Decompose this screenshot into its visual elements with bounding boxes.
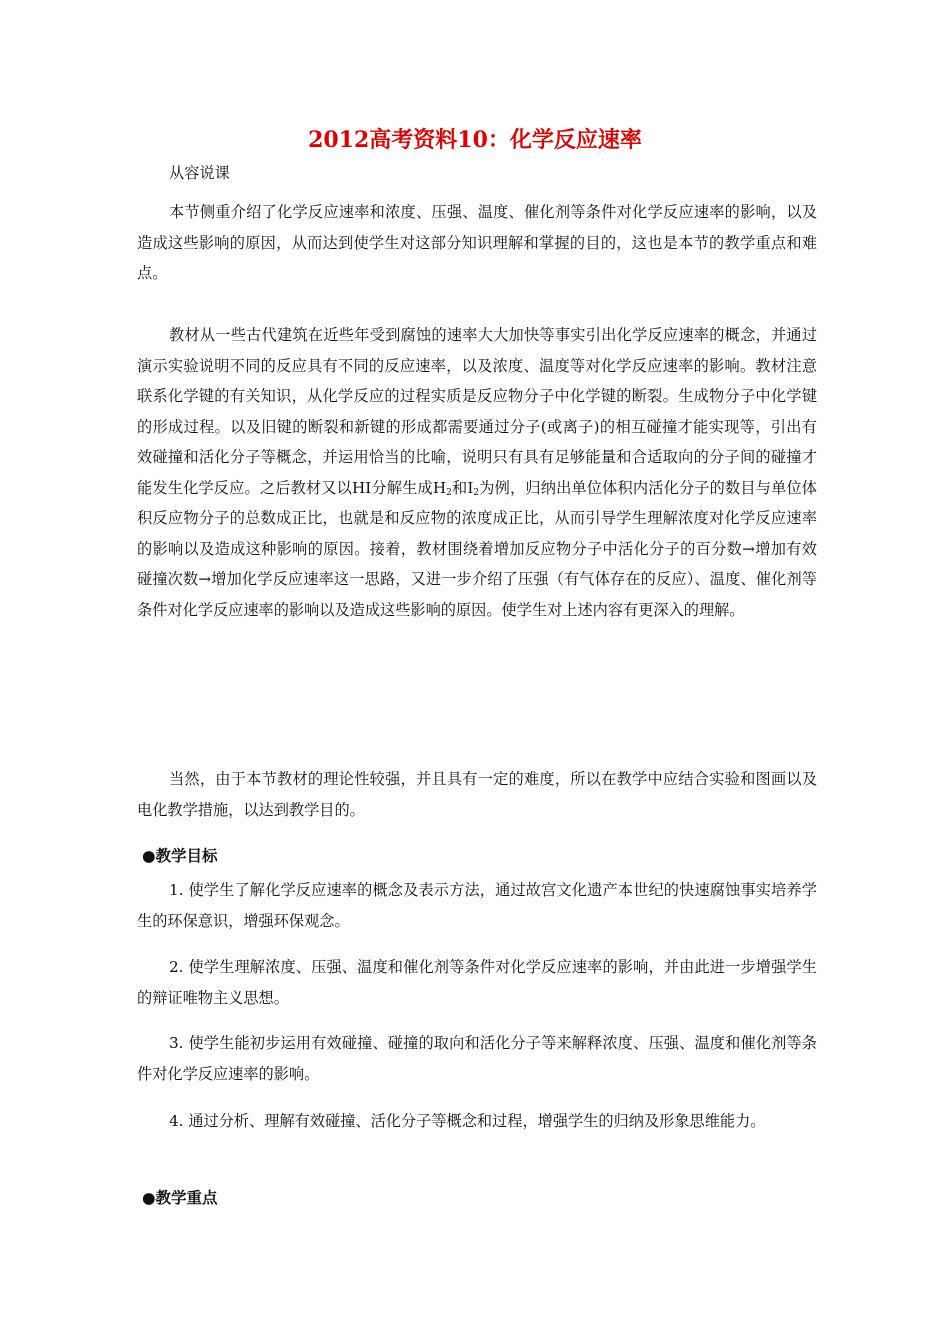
objective-item-1 bbox=[137, 875, 817, 936]
objective-text: 4. 通过分析、理解有效碰撞、活化分子等概念和过程，增强学生的归纳及形象思维能力。 bbox=[169, 1112, 766, 1130]
subscript: 2 bbox=[473, 487, 480, 498]
paragraph-text: 当然，由于本节教材的理论性较强，并且具有一定的难度，所以在教学中应结合实验和图画以及电化教学措施，以达到教学目的。 bbox=[137, 770, 817, 819]
objectives-heading: ●教学目标 bbox=[142, 846, 218, 865]
section-label: 从容说课 bbox=[169, 164, 230, 182]
objective-item-4 bbox=[137, 1106, 817, 1137]
subscript: 2 bbox=[446, 487, 452, 498]
objective-item-3 bbox=[137, 1028, 817, 1089]
paragraph-text bbox=[137, 320, 817, 625]
section-label-container bbox=[137, 158, 817, 189]
paragraph-text-part: 教材从一些古代建筑在近些年受到腐蚀的速率大大加快等事实引出化学反应速率的概念，并通过演示实验说明不同的反应具有不同的反应速率，以及浓度、温度等对化学反应速率的影响。教材注意联系化学键的有关知识，从化学反应的过程实质是反应物分子中化学键的断裂。生成物分子中化学键的形成过程。以及旧键的断裂和新键的形成都需要通过分子(或离子)的相互碰撞才能实现等，引出有效碰撞和活化分子等概念，并运用恰当的比喻，说明只有具有足够能量和合适取向的分子间的碰撞才能发生化学反应。之后教材又以HI分解生成H bbox=[137, 326, 817, 497]
objective-item-2 bbox=[137, 952, 817, 1013]
document-title: 2012高考资料10：化学反应速率 bbox=[308, 127, 642, 153]
intro-paragraph-1 bbox=[137, 197, 817, 289]
intro-paragraph-3 bbox=[137, 764, 817, 825]
objective-text: 2. 使学生理解浓度、压强、温度和催化剂等条件对化学反应速率的影响，并由此进一步增强学生的辩证唯物主义思想。 bbox=[137, 958, 817, 1007]
paragraph-text-part: 为例，归纳出单位体积内活化分子的数目与单位体积反应物分子的总数成正比，也就是和反应物的浓度成正比，从而引导学生理解浓度对化学反应速率的影响以及造成这种影响的原因。接着，教材围绕着增加反应物分子中活化分子的百分数→增加有效碰撞次数→增加化学反应速率这一思路，又进一步介绍了压强（有气体存在的反应）、温度、催化剂等条件对化学反应速率的影响以及造成这些影响的原因。使学生对上述内容有更深入的理解。 bbox=[137, 478, 817, 619]
key-points-heading: ●教学重点 bbox=[142, 1188, 218, 1207]
paragraph-text: 本节侧重介绍了化学反应速率和浓度、压强、温度、催化剂等条件对化学反应速率的影响，以及造成这些影响的原因，从而达到使学生对这部分知识理解和掌握的目的，这也是本节的教学重点和难点。 bbox=[137, 203, 817, 282]
intro-paragraph-2 bbox=[137, 320, 817, 625]
paragraph-text-part: 和I bbox=[451, 478, 474, 497]
objective-text: 1. 使学生了解化学反应速率的概念及表示方法，通过故宫文化遗产本世纪的快速腐蚀事实培养学生的环保意识，增强环保观念。 bbox=[137, 881, 817, 930]
objective-text: 3. 使学生能初步运用有效碰撞、碰撞的取向和活化分子等来解释浓度、压强、温度和催化剂等条件对化学反应速率的影响。 bbox=[137, 1034, 817, 1083]
